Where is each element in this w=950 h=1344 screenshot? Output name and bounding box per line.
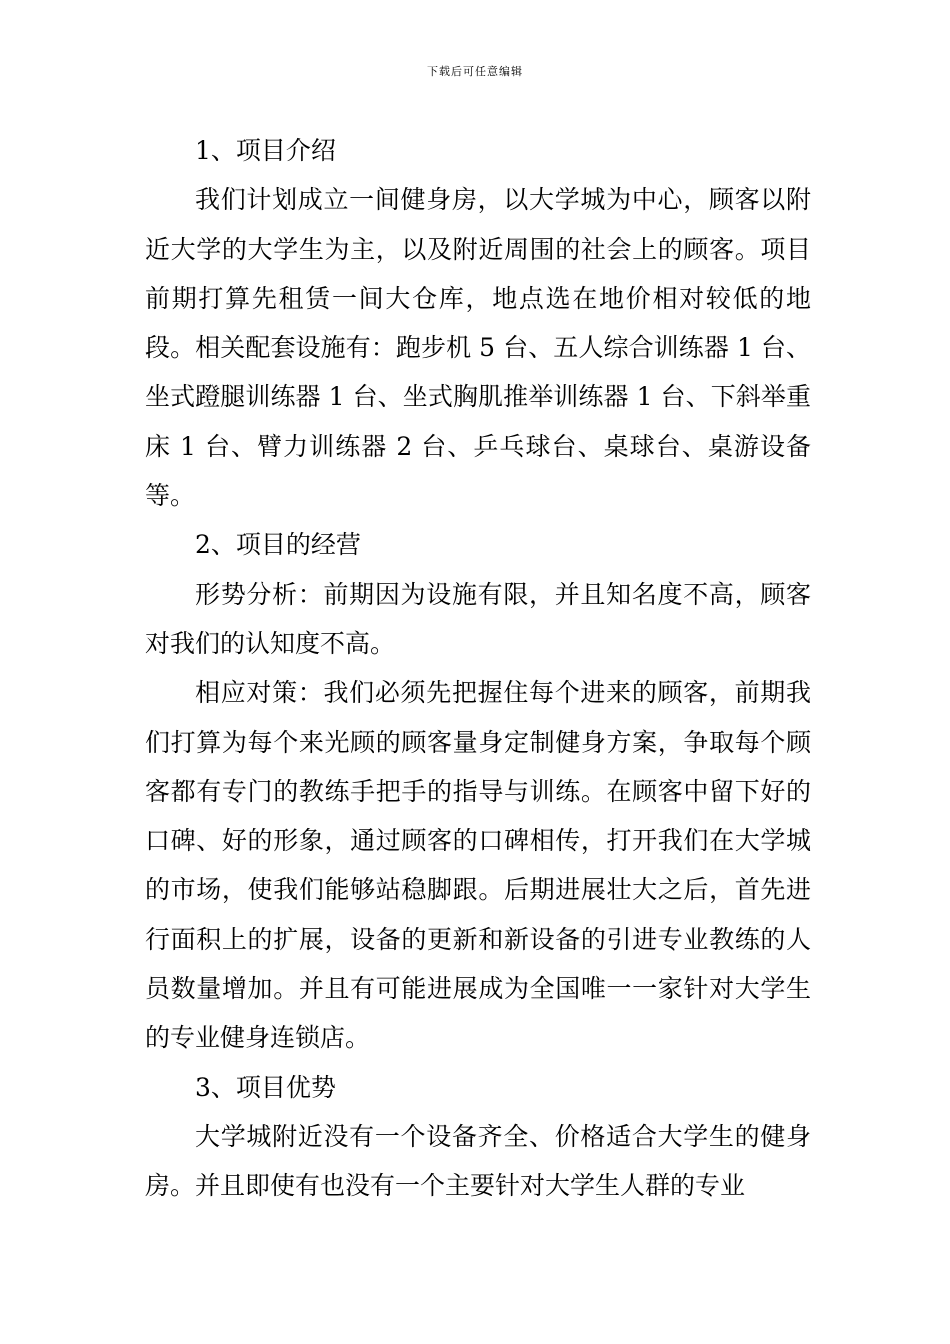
paragraph-countermeasures: 相应对策：我们必须先把握住每个进来的顾客，前期我们打算为每个来光顾的顾客量身定制健身方案，争取每个顾客都有专门的教练手把手的指导与训练。在顾客中留下好的口碑、好的形象，通过顾客的口碑相传，打开我们在大学城的市场，使我们能够站稳脚跟。后期进展壮大之后，首先进行面积上的扩展，设备的更新和新设备的引进专业教练的人员数量增加。并且有可能进展成为全国唯一一家针对大学生的专业健身连锁店。 xyxy=(145,678,811,1053)
page-header: 下载后可任意编辑 xyxy=(427,65,523,78)
paragraph-intro: 我们计划成立一间健身房，以大学城为中心，顾客以附近大学的大学生为主，以及附近周围的社会上的顾客。项目前期打算先租赁一间大仓库，地点选在地价相对较低的地段。相关配套设施有：跑步机 5 台、五人综合训练器 1 台、坐式蹬腿训练器 1 台、坐式胸肌推举训练器 1 台、下斜举重床 1 台、臂力训练器 2 台、乒乓球台、桌球台、桌游设备等。 xyxy=(145,185,811,511)
document-body xyxy=(145,126,811,1211)
section-heading-intro: 1、项目介绍 xyxy=(195,136,336,165)
paragraph-situation-analysis: 形势分析：前期因为设施有限，并且知名度不高，顾客对我们的认知度不高。 xyxy=(145,579,811,658)
paragraph-advantages: 大学城附近没有一个设备齐全、价格适合大学生的健身房。并且即使有也没有一个主要针对大学生人群的专业 xyxy=(145,1121,811,1201)
section-heading-operation: 2、项目的经营 xyxy=(195,530,361,560)
section-heading-advantages: 3、项目优势 xyxy=(195,1072,336,1102)
